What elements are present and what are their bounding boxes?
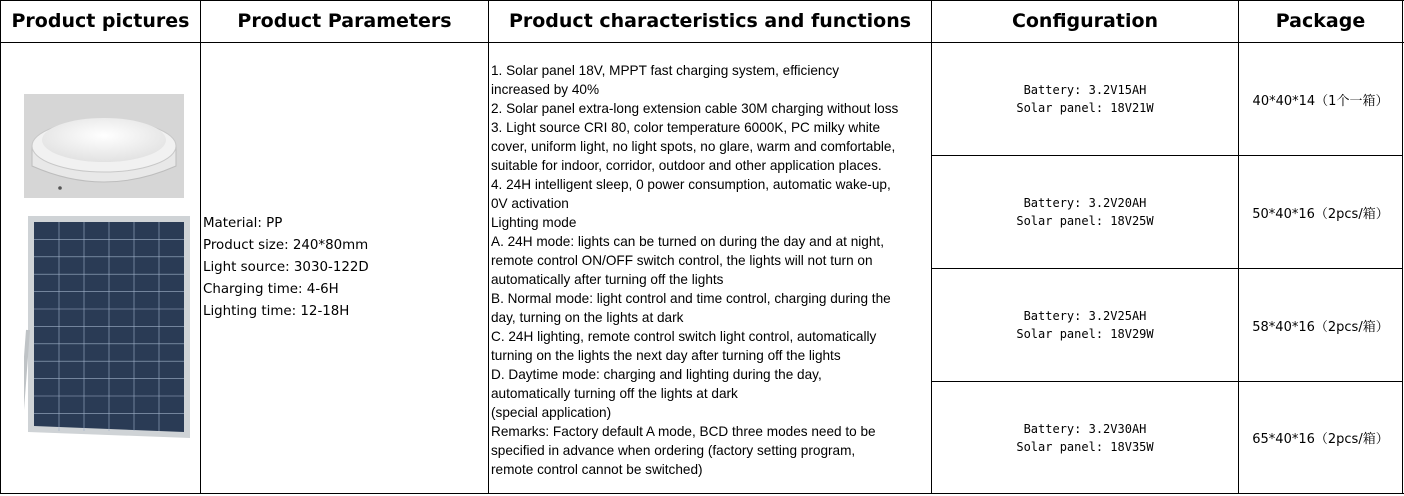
feature-line: remote control cannot be switched)	[491, 462, 703, 477]
feature-line: 2. Solar panel extra-long extension cable 30M charging without loss	[491, 101, 899, 116]
configuration-cell	[932, 382, 1238, 493]
feature-line: cover, uniform light, no light spots, no glare, warm and comfortable,	[491, 139, 896, 154]
feature-line: specified in advance when ordering (factory setting program,	[491, 443, 856, 458]
param-material: Material: PP	[203, 216, 283, 231]
param-size: Product size: 240*80mm	[203, 238, 369, 253]
header-configuration: Configuration	[1011, 10, 1159, 32]
feature-line: 0V activation	[491, 196, 569, 211]
feature-line: day, turning on the lights at dark	[491, 310, 684, 325]
solar-panel-spec: Solar panel: 18V29W	[1016, 327, 1154, 341]
feature-line: (special application)	[491, 405, 612, 420]
param-lighting-time: Lighting time: 12-18H	[203, 304, 350, 319]
feature-line: D. Daytime mode: charging and lighting during the day,	[491, 367, 822, 382]
solar-panel-spec: Solar panel: 18V21W	[1016, 101, 1154, 115]
configuration-cell	[932, 156, 1238, 268]
feature-line: suitable for indoor, corridor, outdoor and other application places.	[491, 158, 882, 173]
feature-line: 4. 24H intelligent sleep, 0 power consumption, automatic wake-up,	[491, 177, 891, 192]
feature-line: automatically turning off the lights at dark	[491, 386, 738, 401]
header-product-parameters: Product Parameters	[237, 10, 452, 32]
feature-line: remote control ON/OFF switch control, the lights will not turn on	[491, 253, 873, 268]
table-bottom-border	[0, 493, 1404, 494]
param-light-source: Light source: 3030-122D	[203, 260, 369, 275]
col-divider	[488, 0, 489, 494]
feature-line: 3. Light source CRI 80, color temperature 6000K, PC milky white	[491, 120, 881, 135]
feature-line: 1. Solar panel 18V, MPPT fast charging system, efficiency	[491, 63, 840, 78]
configuration-cell	[932, 43, 1238, 155]
solar-panel-spec: Solar panel: 18V35W	[1016, 439, 1154, 454]
header-package: Package	[1275, 10, 1366, 32]
feature-line: Lighting mode	[491, 215, 577, 230]
feature-line: turning on the lights the next day after turning off the lights	[491, 348, 841, 363]
col-divider	[0, 0, 1, 494]
solar-panel-image	[24, 210, 192, 442]
package-cell: 58*40*16（2pcs/箱）	[1252, 319, 1389, 335]
header-product-characteristics: Product characteristics and functions	[508, 10, 912, 32]
feature-line: automatically after turning off the lights	[491, 272, 724, 287]
solar-panel-spec: Solar panel: 18V25W	[1016, 214, 1154, 228]
col-divider	[1402, 0, 1403, 494]
battery-spec: Battery: 3.2V25AH	[1023, 309, 1147, 323]
feature-line: increased by 40%	[491, 82, 600, 97]
col-divider	[200, 0, 201, 494]
battery-spec: Battery: 3.2V20AH	[1023, 196, 1147, 210]
feature-line: A. 24H mode: lights can be turned on during the day and at night,	[491, 234, 884, 249]
battery-spec: Battery: 3.2V30AH	[1023, 421, 1147, 436]
product-characteristics	[491, 61, 931, 479]
product-parameters	[203, 213, 369, 323]
param-charging-time: Charging time: 4-6H	[203, 282, 339, 297]
package-cell: 40*40*14（1个一箱）	[1252, 93, 1389, 109]
battery-spec: Battery: 3.2V15AH	[1023, 83, 1147, 97]
ceiling-lamp-image	[24, 94, 184, 198]
configuration-cell	[932, 269, 1238, 381]
feature-line: B. Normal mode: light control and time control, charging during the	[491, 291, 891, 306]
feature-line: Remarks: Factory default A mode, BCD three modes need to be	[491, 424, 876, 439]
header-product-pictures: Product pictures	[11, 10, 190, 32]
package-cell: 65*40*16（2pcs/箱）	[1252, 432, 1389, 447]
feature-line: C. 24H lighting, remote control switch light control, automatically	[491, 329, 877, 344]
package-cell: 50*40*16（2pcs/箱）	[1252, 206, 1389, 222]
